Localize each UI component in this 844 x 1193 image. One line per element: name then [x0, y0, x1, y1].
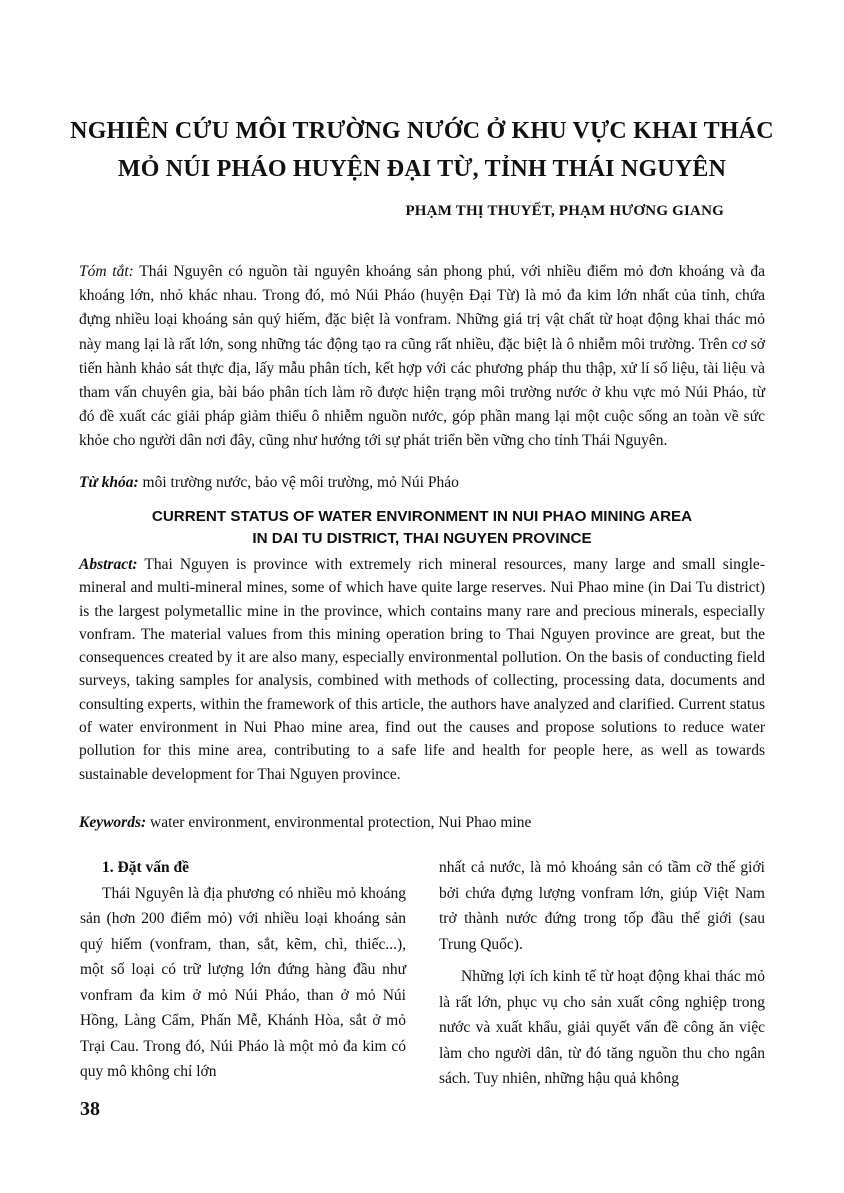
english-title-line-1: CURRENT STATUS OF WATER ENVIRONMENT IN NUI PHAO MINING AREA — [151, 508, 693, 525]
title-line-1: NGHIÊN CỨU MÔI TRƯỜNG NƯỚC Ở KHU VỰC KHAI THÁC — [70, 118, 774, 144]
section-heading: 1. Đặt vấn đề — [102, 859, 189, 876]
keywords-vi — [79, 471, 765, 495]
body-column-right — [439, 855, 765, 1092]
body-paragraph: Thái Nguyên là địa phương có nhiều mỏ khoáng sản (hơn 200 điểm mỏ) với nhiều loại khoáng sản quý hiếm (vonfram, than, sắt, kẽm, chì, thiếc...), một số loại có trữ lượng lớn đứng hàng đầu như vonfram đa kim ở mỏ Núi Pháo, than ở mỏ Núi Hồng, Làng Cẩm, Phấn Mễ, Khánh Hòa, sắt ở mỏ Trại Cau. Trong đó, Núi Pháo là một mỏ đa kim có quy mô không chỉ lớn — [80, 884, 406, 1080]
keywords-vi-text: môi trường nước, bảo vệ môi trường, mỏ Núi Pháo — [142, 474, 459, 491]
keywords-en-text: water environment, environmental protection, Nui Phao mine — [150, 814, 532, 831]
abstract-en — [79, 553, 765, 786]
body-paragraph: nhất cả nước, là mỏ khoáng sản có tầm cỡ thế giới bởi chứa đựng lượng vonfram lớn, giúp Việt Nam trở thành nước đứng trong tốp đầu thế giới (sau Trung Quốc). — [439, 859, 765, 953]
abstract-vi-text: Thái Nguyên có nguồn tài nguyên khoáng sản phong phú, với nhiều điểm mỏ đơn khoáng và đa khoáng lớn, nhỏ khác nhau. Trong đó, mỏ Núi Pháo (huyện Đại Từ) là mỏ đa kim lớn nhất của tỉnh, chứa đựng nhiều loại khoáng sản quý hiếm, đặc biệt là vonfram. Những giá trị vật chất từ hoạt động khai thác mỏ này mang lại là rất lớn, song những tác động tạo ra cũng rất nhiều, đặc biệt là ô nhiễm môi trường. Trên cơ sở tiến hành khảo sát thực địa, lấy mẫu phân tích, kết hợp với các phương pháp thu thập, xử lí số liệu, tài liệu và tham vấn chuyên gia, bài báo phân tích làm rõ được hiện trạng môi trường nước ở khu vực mỏ Núi Pháo, từ đó đề xuất các giải pháp giảm thiểu ô nhiễm nguồn nước, góp phần mang lại một cuộc sống an toàn về sức khỏe cho người dân nơi đây, cũng như hướng tới sự phát triển bền vững cho tỉnh Thái Nguyên. — [79, 263, 765, 450]
abstract-vi — [79, 260, 765, 454]
english-title — [79, 506, 765, 550]
abstract-en-label: Abstract: — [79, 556, 138, 573]
keywords-en — [79, 811, 765, 835]
page-number: 38 — [80, 1098, 100, 1120]
article-title — [60, 112, 784, 188]
abstract-en-text: Thai Nguyen is province with extremely rich mineral resources, many large and small single-mineral and multi-mineral mines, some of which have quite large reserves. Nui Phao mine (in Dai Tu district) is the largest polymetallic mine in the province, which contains many rare and precious minerals, especially vonfram. The material values from this mining operation bring to Thai Nguyen province are great, but the consequences created by it are also many, especially environmental pollution. On the basis of conducting field surveys, taking samples for analysis, combined with methods of collecting, processing data, documents and consulting experts, within the framework of this article, the authors have analyzed and clarified. Current status of water environment in Nui Phao mine area, find out the causes and propose solutions to reduce water pollution for this mine area, contributing to a safe life and health for people here, as well as towards sustainable development for Thai Nguyen province. — [79, 556, 765, 783]
abstract-vi-label: Tóm tắt: — [79, 263, 134, 280]
authors: PHẠM THỊ THUYẾT, PHẠM HƯƠNG GIANG — [405, 203, 724, 219]
title-line-2: MỎ NÚI PHÁO HUYỆN ĐẠI TỪ, TỈNH THÁI NGUYÊN — [117, 156, 727, 182]
keywords-vi-label: Từ khóa: — [79, 474, 139, 491]
body-column-left — [80, 855, 406, 1085]
body-paragraph: Những lợi ích kinh tế từ hoạt động khai thác mỏ là rất lớn, phục vụ cho sản xuất công nghiệp trong nước và xuất khẩu, giải quyết vấn đề công ăn việc làm cho người dân, từ đó tăng nguồn thu cho ngân sách. Tuy nhiên, những hậu quả không — [439, 968, 765, 1087]
english-title-line-2: IN DAI TU DISTRICT, THAI NGUYEN PROVINCE — [252, 530, 592, 547]
keywords-en-label: Keywords: — [79, 814, 147, 831]
